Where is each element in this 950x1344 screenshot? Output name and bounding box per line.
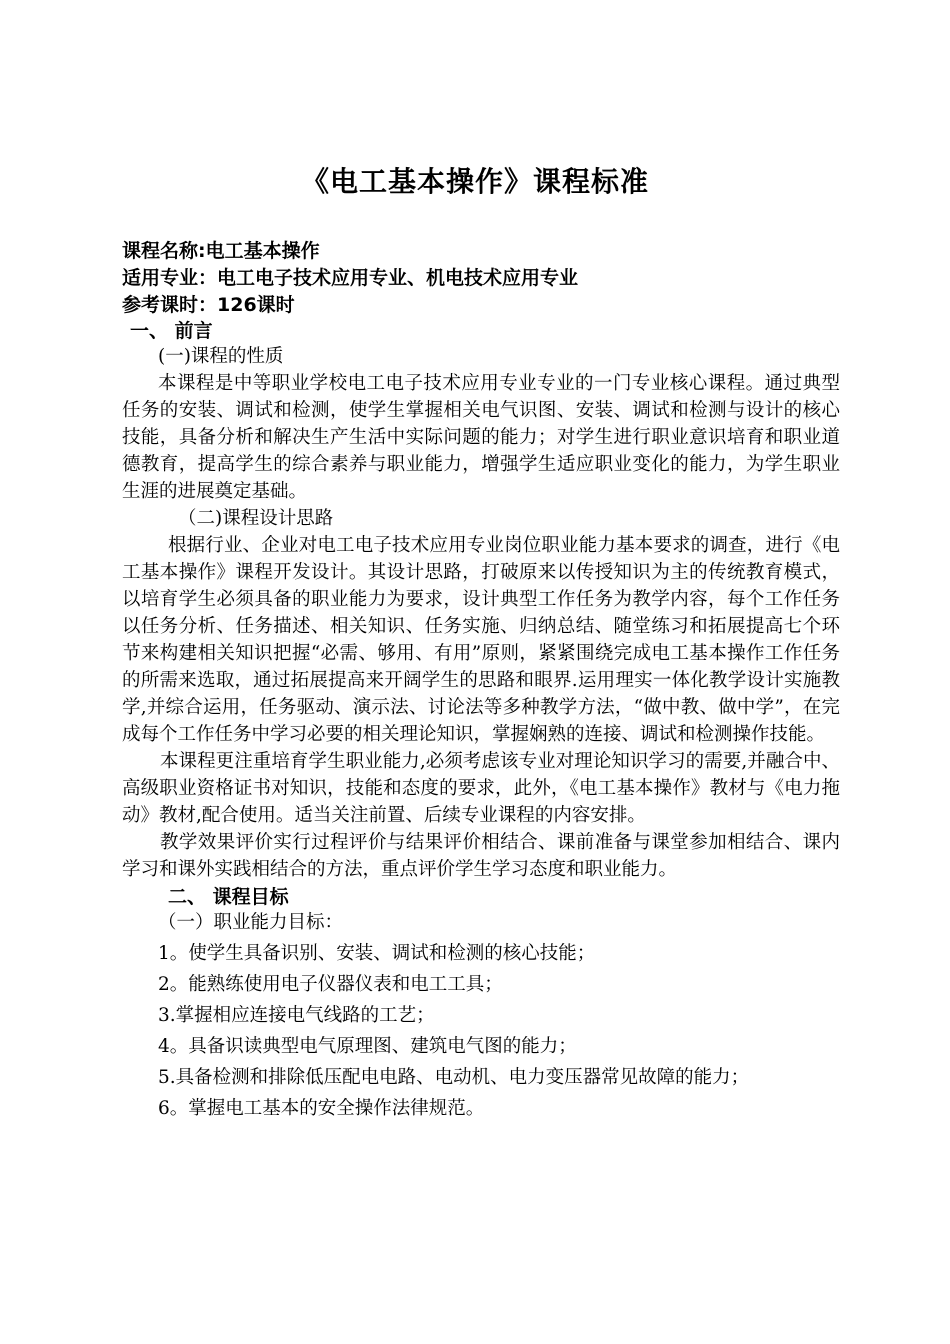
paragraph-evaluation: 教学效果评价实行过程评价与结果评价相结合、课前准备与课堂参加相结合、课内学习和课外实践相结合的方法，重点评价学生学习态度和职业能力。 — [122, 832, 840, 880]
reference-hours: 参考课时：126课时 — [122, 294, 295, 316]
paragraph-ability-focus: 本课程更注重培育学生职业能力,必须考虑该专业对理论知识学习的需要,并融合中、高级职业资格证书对知识，技能和态度的要求，此外，《电工基本操作》教材与《电力拖动》教材,配合使用。适当关注前置、后续专业课程的内容安排。 — [122, 751, 840, 826]
applicable-major: 适用专业：电工电子技术应用专业、机电技术应用专业 — [122, 267, 579, 289]
objective-item-1: 1。使学生具备识别、安装、调试和检测的核心技能； — [158, 943, 596, 964]
paragraph-design-approach: 根据行业、企业对电工电子技术应用专业岗位职业能力基本要求的调查，进行《电工基本操作》课程开发设计。其设计思路，打破原来以传授知识为主的传统教育模式，以培育学生必须具备的职业能力为要求，设计典型工作任务为教学内容，每个工作任务以任务分析、任务描述、相关知识、任务实施、归纳总结、随堂练习和拓展提高七个环节来构建相关知识把握“必需、够用、有用”原则，紧紧围绕完成电工基本操作工作任务的所需来选取，通过拓展提高来开阔学生的思路和眼界.运用理实一体化教学设计实施教学,并综合运用，任务驱动、演示法、讨论法等多种教学方法，“做中教、做中学”，在完成每个工作任务中学习必要的相关理论知识，掌握娴熟的连接、调试和检测操作技能。 — [122, 535, 840, 745]
objective-item-2: 2。能熟练使用电子仪器仪表和电工工具； — [158, 974, 503, 995]
section-heading-preface: 一、 前言 — [130, 320, 213, 342]
objective-item-3: 3.掌握相应连接电气线路的工艺； — [158, 1005, 435, 1026]
objective-item-5: 5.具备检测和排除低压配电电路、电动机、电力变压器常见故障的能力； — [158, 1067, 750, 1088]
document-body — [122, 238, 840, 1122]
document-title: 《电工基本操作》课程标准 — [300, 165, 649, 198]
subheading-course-nature: (一)课程的性质 — [158, 346, 284, 367]
paragraph-course-nature: 本课程是中等职业学校电工电子技术应用专业专业的一门专业核心课程。通过典型任务的安装、调试和检测，使学生掌握相关电气识图、安装、调试和检测与设计的核心技能，具备分析和解决生产生活中实际问题的能力；对学生进行职业意识培育和职业道德教育，提高学生的综合素养与职业能力，增强学生适应职业变化的能力，为学生职业生涯的进展奠定基础。 — [122, 373, 840, 502]
objective-item-4: 4。具备识读典型电气原理图、建筑电气图的能力； — [158, 1036, 577, 1057]
section-heading-objectives: 二、 课程目标 — [168, 886, 289, 908]
objective-item-6: 6。掌握电工基本的安全操作法律规范。 — [158, 1098, 485, 1119]
course-name: 课程名称:电工基本操作 — [122, 240, 320, 262]
subheading-vocational-ability: （一）职业能力目标： — [158, 912, 344, 933]
subheading-design-approach: （二)课程设计思路 — [178, 508, 334, 529]
